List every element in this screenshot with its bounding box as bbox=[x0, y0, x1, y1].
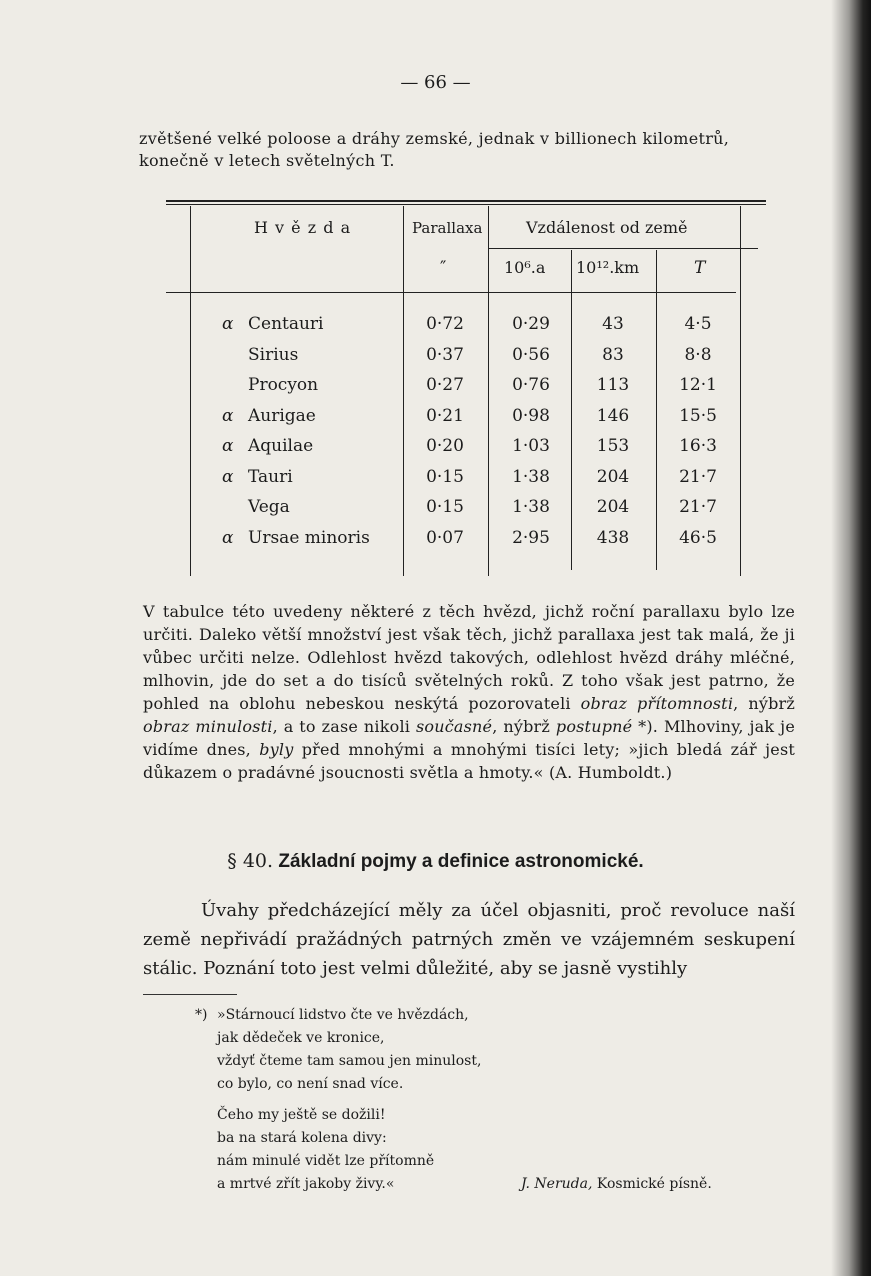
poem-author: J. Neruda, bbox=[521, 1176, 593, 1192]
row-star-name: Centauri bbox=[248, 314, 324, 334]
poem-line: nám minulé vidět lze přítomně bbox=[217, 1153, 435, 1169]
para-italic-1: obraz přítomnosti bbox=[580, 694, 734, 713]
row-km-value: 153 bbox=[596, 436, 630, 456]
row-t-value: 12·1 bbox=[679, 375, 717, 395]
row-parallax-value: 0·27 bbox=[426, 375, 464, 395]
poem-line: »Stárnoucí lidstvo čte ve hvězdách, bbox=[217, 1007, 469, 1023]
row-a-value: 2·95 bbox=[512, 527, 550, 548]
table-rule-parallax-distance bbox=[488, 206, 489, 576]
intro-line-2: konečně v letech světelných T. bbox=[139, 151, 395, 170]
para-text-5: *). Mlhoviny, jak je vidíme dnes, bbox=[143, 717, 795, 759]
row-km-value: 204 bbox=[596, 497, 630, 517]
row-a-value: 0·76 bbox=[512, 375, 550, 395]
row-t-value: 46·5 bbox=[679, 527, 717, 548]
para-text-6: před mnohými a mnohými tisíci lety; »jich bledá zář jest důkazem o pradávné jsoucnosti světla a hmoty.« (A. Humboldt.) bbox=[143, 740, 795, 782]
para2-text: Úvahy předcházející měly za účel objasniti, proč revoluce naší země nepřivádí pražádných patrných změn ve vzájemném seskupení stálic. Poznání toto jest velmi důležité, aby se jasně vystihly bbox=[143, 900, 795, 979]
section-sign: § 40. bbox=[227, 850, 274, 872]
row-km-value: 438 bbox=[596, 527, 630, 548]
row-km-value: 113 bbox=[596, 375, 630, 395]
row-star-name: Ursae minoris bbox=[248, 527, 370, 548]
row-a-value: 1·38 bbox=[512, 466, 550, 487]
row-star-name: Procyon bbox=[248, 375, 319, 395]
poem-line: jak dědeček ve kronice, bbox=[217, 1030, 385, 1046]
subheader-col-a: 10⁶.a bbox=[504, 258, 546, 277]
row-t-value: 8·8 bbox=[684, 344, 712, 365]
row-star-name: Sirius bbox=[248, 344, 299, 365]
row-parallax-value: 0·07 bbox=[426, 527, 464, 548]
poem-line: Čeho my ještě se dožili! bbox=[217, 1107, 386, 1123]
row-km-value: 146 bbox=[596, 405, 630, 426]
subheader-col-km: 10¹².km bbox=[576, 258, 640, 277]
row-parallax-value: 0·15 bbox=[426, 466, 464, 487]
subheader-parallax-unit: ″ bbox=[440, 258, 447, 278]
intro-line-1: zvětšené velké poloose a dráhy zemské, jednak v billionech kilometrů, bbox=[139, 129, 730, 148]
row-km-value: 204 bbox=[596, 466, 630, 487]
table-header-rule bbox=[488, 248, 758, 249]
row-a-value: 1·03 bbox=[512, 436, 550, 456]
para-italic-4: postupné bbox=[555, 717, 633, 736]
row-parallax-value: 0·15 bbox=[426, 497, 464, 517]
poem-attribution bbox=[521, 1173, 712, 1196]
section-heading bbox=[0, 850, 871, 873]
row-km-value: 43 bbox=[602, 314, 624, 334]
poem-line: vždyť čteme tam samou jen minulost, bbox=[217, 1053, 482, 1069]
footnote-rule bbox=[143, 994, 237, 995]
table-subheader-rule bbox=[166, 292, 736, 293]
row-prefix: α bbox=[222, 466, 234, 487]
row-parallax-value: 0·21 bbox=[426, 405, 464, 426]
header-parallax: Parallaxa bbox=[412, 219, 483, 237]
para-italic-3: současné bbox=[415, 717, 493, 736]
subheader-col-t: T bbox=[694, 258, 706, 278]
body-paragraph bbox=[143, 600, 795, 784]
para-italic-2: obraz minulosti bbox=[143, 717, 273, 736]
row-star-name: Vega bbox=[248, 497, 290, 517]
table-rule-km-t bbox=[656, 250, 657, 570]
row-t-value: 15·5 bbox=[679, 405, 717, 426]
poem-stanza-1 bbox=[217, 1004, 481, 1096]
parallax-table bbox=[166, 200, 770, 578]
poem-line: a mrtvé zřít jakoby živy.« bbox=[217, 1176, 395, 1192]
row-star-name: Tauri bbox=[248, 466, 293, 487]
poem-line: ba na stará kolena divy: bbox=[217, 1130, 387, 1146]
row-a-value: 0·56 bbox=[512, 344, 550, 365]
page-edge-shadow bbox=[831, 0, 871, 1276]
header-distance: Vzdálenost od země bbox=[526, 218, 688, 237]
row-star-name: Aquilae bbox=[248, 436, 314, 456]
row-parallax-value: 0·37 bbox=[426, 344, 464, 365]
row-star-name: Aurigae bbox=[248, 405, 316, 426]
row-a-value: 0·98 bbox=[512, 405, 550, 426]
intro-text bbox=[139, 128, 799, 172]
row-t-value: 21·7 bbox=[679, 497, 717, 517]
para-text-3: , a to zase nikoli bbox=[272, 717, 416, 736]
table-rule-star-parallax bbox=[403, 206, 404, 576]
row-prefix: α bbox=[222, 405, 234, 426]
table-top-rule bbox=[166, 200, 766, 202]
table-right-rule bbox=[740, 206, 741, 576]
para-italic-5: byly bbox=[259, 740, 294, 759]
row-prefix: α bbox=[222, 436, 234, 456]
header-star: H v ě z d a bbox=[254, 218, 352, 237]
row-t-value: 4·5 bbox=[684, 314, 712, 334]
table-left-rule bbox=[190, 206, 191, 576]
row-km-value: 83 bbox=[602, 344, 624, 365]
row-parallax-value: 0·20 bbox=[426, 436, 464, 456]
row-parallax-value: 0·72 bbox=[426, 314, 464, 334]
row-prefix: α bbox=[222, 527, 234, 548]
body-paragraph-2 bbox=[143, 896, 795, 983]
row-a-value: 0·29 bbox=[512, 314, 550, 334]
poem-work: Kosmické písně. bbox=[596, 1176, 712, 1192]
row-prefix: α bbox=[222, 314, 234, 334]
table-top-rule-thin bbox=[166, 204, 766, 205]
table-rule-a-km bbox=[571, 250, 572, 570]
footnote-mark: *) bbox=[195, 1007, 208, 1023]
para-text-2: , nýbrž bbox=[733, 694, 795, 713]
row-t-value: 21·7 bbox=[679, 466, 717, 487]
row-t-value: 16·3 bbox=[679, 436, 717, 456]
poem-stanza-2 bbox=[217, 1104, 434, 1196]
para-text-1: V tabulce této uvedeny některé z těch hvězd, jichž roční parallaxu bylo lze určiti. Daleko větší množství jest však těch, jichž parallaxa jest tak malá, že ji vůbec určiti nelze. Odlehlost hvězd takových, odlehlost hvězd dráhy mléčné, mlhovin, jde do set a do tisíců světelných roků. Z toho však jest patrno, že pohled na oblohu nebeskou neskýtá pozorovateli bbox=[143, 602, 795, 713]
para-text-4: , nýbrž bbox=[492, 717, 556, 736]
poem-line: co bylo, co není snad více. bbox=[217, 1076, 404, 1092]
row-a-value: 1·38 bbox=[512, 497, 550, 517]
section-title: Základní pojmy a definice astronomické. bbox=[278, 851, 644, 872]
page-number: — 66 — bbox=[400, 72, 471, 93]
